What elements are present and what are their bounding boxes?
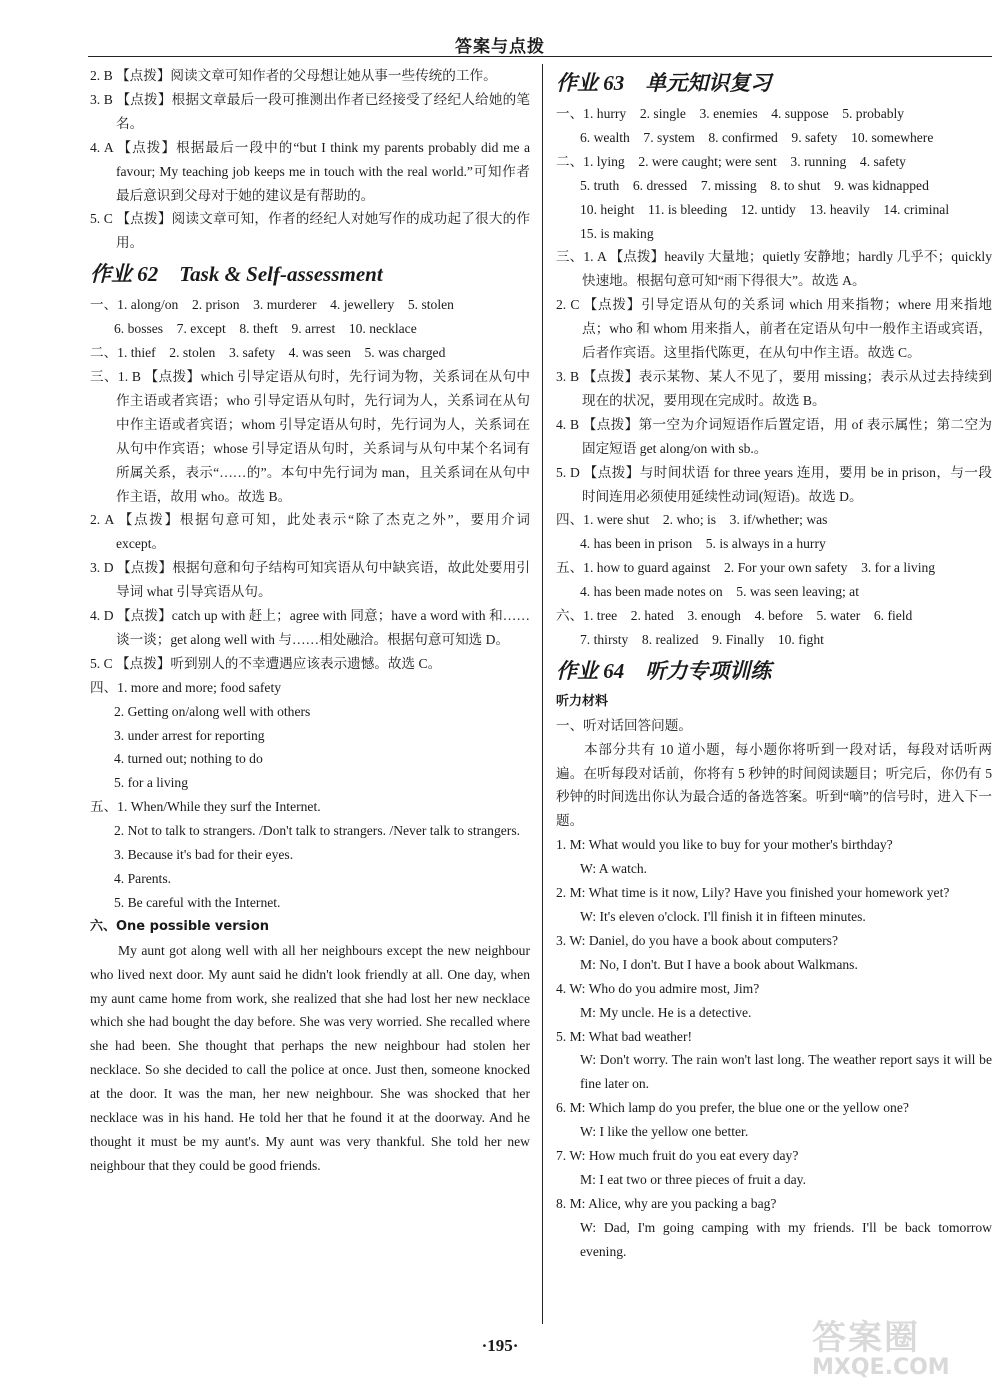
- page-number: ·195·: [481, 1336, 519, 1355]
- answer-line: 2. M: What time is it now, Lily? Have you finished your homework yet?: [556, 885, 950, 901]
- answer-line: 5. C 【点拨】阅读文章可知，作者的经纪人对她写作的成功起了很大的作用。: [90, 211, 530, 251]
- answer-line: 5. truth 6. dressed 7. missing 8. to shut 9. was kidnapped: [580, 177, 929, 193]
- answer-line: 2. Not to talk to strangers. /Don't talk to strangers. /Never talk to strangers.: [114, 823, 521, 839]
- answer-line: 六、1. tree 2. hated 3. enough 4. before 5. water 6. field: [556, 608, 913, 624]
- answer-line: 6. bosses 7. except 8. theft 9. arrest 10. necklace: [114, 321, 417, 337]
- instruction-line: 一、听对话回答问题。: [556, 717, 692, 733]
- answer-line: 5. C 【点拨】听到别人的不幸遭遇应该表示遗憾。故选 C。: [90, 655, 442, 671]
- sub-heading: 听力材料: [556, 693, 609, 709]
- answer-line: W: A watch.: [580, 861, 648, 877]
- answer-line: 4. has been made notes on 5. was seen leaving; at: [580, 584, 859, 600]
- answer-line: 6. wealth 7. system 8. confirmed 9. safety 10. somewhere: [580, 129, 934, 145]
- answer-line: 3. B 【点拨】表示某物、某人不见了，要用 missing；表示从过去持续到现在的状况，要用现在完成时。故选 B。: [556, 368, 992, 408]
- answer-line: 7. W: How much fruit do you eat every day?: [556, 1148, 799, 1164]
- sub-heading: 六、One possible version: [90, 918, 270, 934]
- answer-line: 10. height 11. is bleeding 12. untidy 13. heavily 14. criminal: [580, 201, 950, 217]
- answer-line: 一、1. hurry 2. single 3. enemies 4. suppose 5. probably: [556, 106, 905, 121]
- answer-line: 15. is making: [580, 225, 654, 241]
- answer-line: 二、1. thief 2. stolen 3. safety 4. was seen 5. was charged: [90, 345, 446, 361]
- answer-line: 四、1. were shut 2. who; is 3. if/whether; was: [556, 512, 828, 528]
- paragraph: 本部分共有 10 道小题，每小题你将听到一段对话，每段对话听两遍。在听每段对话前，你将有 5 秒钟的时间阅读题目；听完后，你仍有 5 秒钟的时间选出你认为最合适的备选答案。听到“嘀”的信号时，进入下一题。: [556, 741, 992, 829]
- answer-line: 5. D 【点拨】与时间状语 for three years 连用，要用 be in prison，与一段时间连用必须使用延续性动词(短语)。故选 D。: [556, 464, 992, 504]
- watermark-url: MXQE.COM: [812, 1355, 950, 1380]
- answer-line: 7. thirsty 8. realized 9. Finally 10. fight: [580, 631, 824, 647]
- answer-line: 3. W: Daniel, do you have a book about computers?: [556, 932, 838, 948]
- answer-line: W: Dad, I'm going camping with my friends. I'll be back tomorrow evening.: [580, 1219, 992, 1259]
- answer-line: 三、1. A 【点拨】heavily 大量地；quietly 安静地；hardly 几乎不；quickly 快速地。根据句意可知“雨下得很大”。故选 A。: [556, 249, 992, 289]
- column-divider: [542, 64, 543, 1324]
- answer-line: 3. D 【点拨】根据句意和句子结构可知宾语从句中缺宾语，故此处要用引导词 what 引导宾语从句。: [90, 560, 530, 600]
- answer-line: W: I like the yellow one better.: [580, 1124, 749, 1140]
- header-title: 答案与点拨: [455, 37, 545, 57]
- answer-line: 4. D 【点拨】catch up with 赶上；agree with 同意；have a word with 和……谈一谈；get along well with 与……相处融洽。根据句意可知选 D。: [90, 608, 530, 647]
- answer-line: 3. Because it's bad for their eyes.: [114, 847, 294, 863]
- answer-line: 4. W: Who do you admire most, Jim?: [556, 980, 760, 996]
- answer-line: 五、1. When/While they surf the Internet.: [90, 799, 321, 815]
- answer-line: 二、1. lying 2. were caught; were sent 3. running 4. safety: [556, 153, 906, 169]
- answer-line: 一、1. along/on 2. prison 3. murderer 4. jewellery 5. stolen: [90, 297, 454, 313]
- answer-line: 6. M: Which lamp do you prefer, the blue one or the yellow one?: [556, 1100, 909, 1116]
- answer-line: 2. C 【点拨】引导定语从句的关系词 which 用来指物；where 用来指地点；who 和 whom 用来指人，前者在定语从句中一般作主语或宾语，后者作宾语。这里指代陈更，在从句中作主语。故选 C。: [556, 297, 992, 361]
- section-heading: 作业 63 单元知识复习: [556, 71, 772, 95]
- answer-line: 5. M: What bad weather!: [556, 1028, 693, 1044]
- left-column: [90, 64, 530, 1178]
- answer-line: 4. A 【点拨】根据最后一段中的“but I think my parents probably did me a favour; My teaching job keeps me in touch with the real world.”可知作者最后意识到父母对于她的建议是有帮助的。: [90, 139, 530, 203]
- answer-line: 1. M: What would you like to buy for your mother's birthday?: [556, 837, 893, 853]
- answer-line: 四、1. more and more; food safety: [90, 679, 282, 695]
- answer-line: 三、1. B 【点拨】which 引导定语从句时，先行词为物，关系词在从句中作主语或者宾语；who 引导定语从句时，先行词为人，关系词在从句中作主语或者宾语；whom 引导定语从句时，先行词为人，关系词在从句中作宾语；whose 引导定语从句时，关系词与从句中某个名词有所属关系，表示“……的”。本句中先行词为 man，且关系词在从句中作主语，故用 who。故选 B。: [90, 368, 530, 504]
- page-header: [0, 0, 1000, 58]
- section-heading: 作业 62 Task & Self-assessment: [90, 262, 383, 287]
- answer-line: 4. B 【点拨】第一空为介词短语作后置定语，用 of 表示属性；第二空为固定短语 get along/on with sb.。: [556, 416, 992, 456]
- answer-line: 2. Getting on/along well with others: [114, 703, 311, 719]
- answer-line: W: It's eleven o'clock. I'll finish it in fifteen minutes.: [580, 909, 866, 924]
- answer-line: 2. B 【点拨】阅读文章可知作者的父母想让她从事一些传统的工作。: [90, 68, 497, 83]
- answer-line: M: No, I don't. But I have a book about Walkmans.: [580, 956, 858, 972]
- answer-line: 3. B 【点拨】根据文章最后一段可推测出作者已经接受了经纪人给她的笔名。: [90, 91, 530, 131]
- answer-line: 2. A 【点拨】根据句意可知，此处表示“除了杰克之外”，要用介词 except。: [90, 512, 530, 552]
- answer-line: 5. for a living: [114, 775, 188, 791]
- watermark-logo: 答案圈: [812, 1318, 920, 1358]
- answer-line: 五、1. how to guard against 2. For your own safety 3. for a living: [556, 560, 936, 576]
- answer-line: 8. M: Alice, why are you packing a bag?: [556, 1195, 777, 1211]
- paragraph: My aunt got along well with all her neighbours except the new neighbour who lived next door. My aunt said he didn't look friendly at all. One day, when my aunt came home from work, she realized that she had lost her new necklace which she had bought the day before. She was very worried. She recalled where she had been. She thought that perhaps the new neighbour had stolen her necklace. So she decided to call the police at once. Just then, someone knocked at the door. It was the man, her new neighbour. She was shocked that her necklace was in his hand. He told her that he found it at the doorway. And he thought it must be my aunt's. My aunt was very thankful. She told her new neighbour that they could be good friends.: [90, 942, 530, 1173]
- answer-line: 3. under arrest for reporting: [114, 727, 265, 743]
- answer-line: M: I eat two or three pieces of fruit a day.: [580, 1171, 806, 1187]
- answer-line: W: Don't worry. The rain won't last long. The weather report says it will be fine later on.: [580, 1052, 992, 1092]
- watermark: [812, 1310, 992, 1390]
- answer-line: 4. Parents.: [114, 871, 172, 886]
- answer-line: M: My uncle. He is a detective.: [580, 1004, 752, 1020]
- answer-line: 4. has been in prison 5. is always in a hurry: [580, 536, 826, 552]
- right-column: [556, 64, 992, 1264]
- header-rule: [88, 56, 992, 57]
- section-heading: 作业 64 听力专项训练: [556, 658, 772, 683]
- answer-line: 4. turned out; nothing to do: [114, 751, 263, 767]
- answer-line: 5. Be careful with the Internet.: [114, 894, 281, 910]
